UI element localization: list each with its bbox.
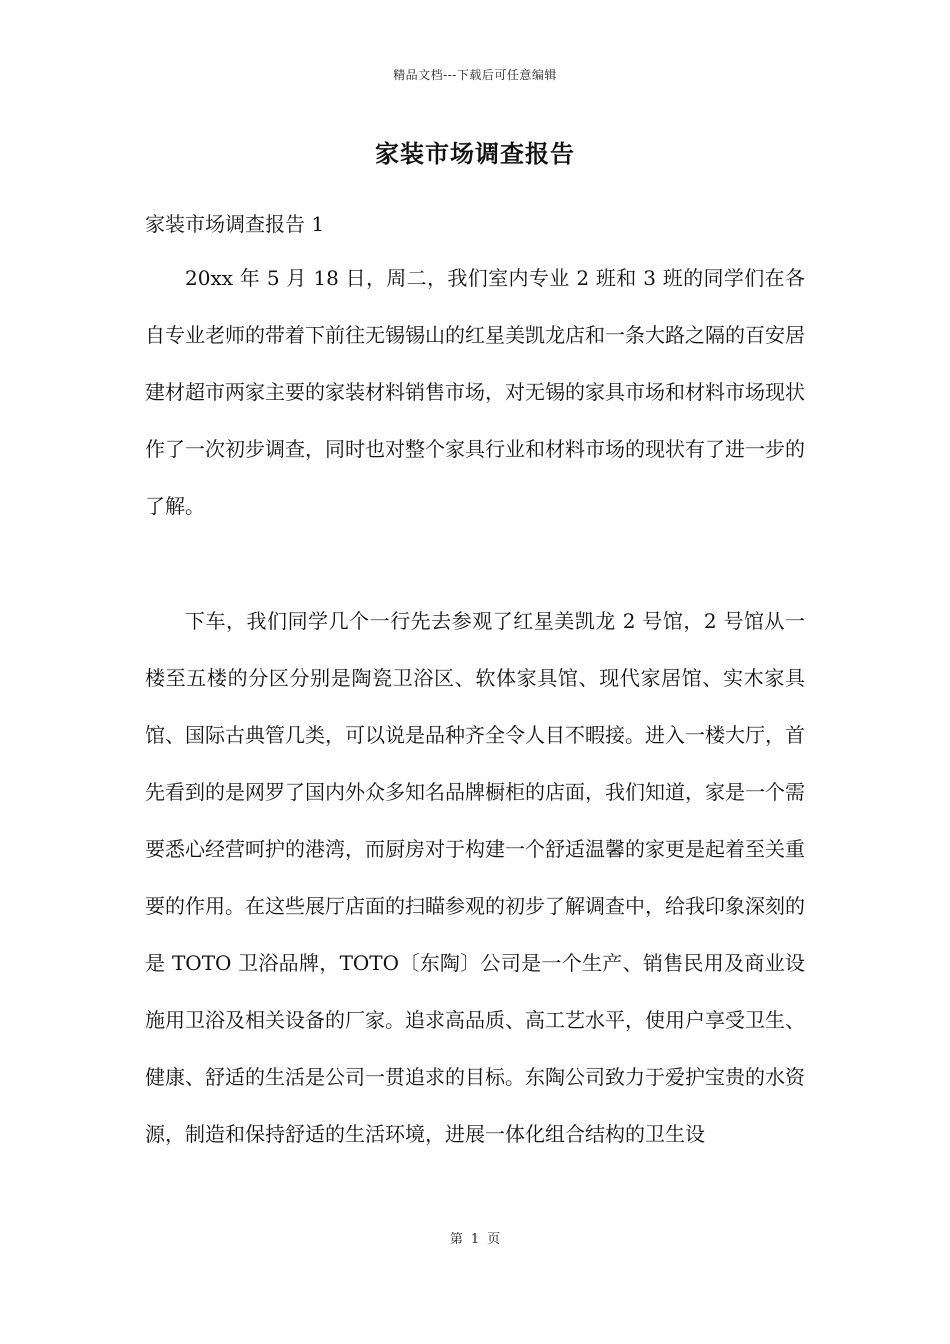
document-title: 家装市场调查报告 [375,139,575,168]
header-note: 精品文档---下载后可任意编辑 [393,68,557,82]
document-subtitle: 家装市场调查报告 1 [145,212,325,236]
paragraph-2: 下车，我们同学几个一行先去参观了红星美凯龙 2 号馆，2 号馆从一楼至五楼的分区分别是陶瓷卫浴区、软体家具馆、现代家居馆、实木家具馆、国际古典管几类，可以说是品种齐全令人目不暇接。进入一楼大厅，首先看到的是网罗了国内外众多知名品牌橱柜的店面，我们知道，家是一个需要悉心经营呵护的港湾，而厨房对于构建一个舒适温馨的家更是起着至关重要的作用。在这些展厅店面的扫瞄参观的初步了解调查中，给我印象深刻的是 TOTO 卫浴品牌，TOTO〔东陶〕公司是一个生产、销售民用及商业设施用卫浴及相关设备的厂家。追求高品质、高工艺水平，使用户享受卫生、健康、舒适的生活是公司一贯追求的目标。东陶公司致力于爱护宝贵的水资源，制造和保持舒适的生活环境，进展一体化组合结构的卫生设 [145,609,805,1146]
page-suffix: 页 [487,1232,501,1247]
page-number: 1 [470,1232,480,1247]
page-prefix: 第 [449,1232,463,1247]
page-number-footer [0,1228,950,1247]
paragraph-1: 20xx 年 5 月 18 日，周二，我们室内专业 2 班和 3 班的同学们在各自专业老师的带着下前往无锡锡山的红星美凯龙店和一条大路之隔的百安居建材超市两家主要的家装材料销售市场，对无锡的家具市场和材料市场现状作了一次初步调查，同时也对整个家具行业和材料市场的现状有了进一步的了解。 [145,266,805,518]
